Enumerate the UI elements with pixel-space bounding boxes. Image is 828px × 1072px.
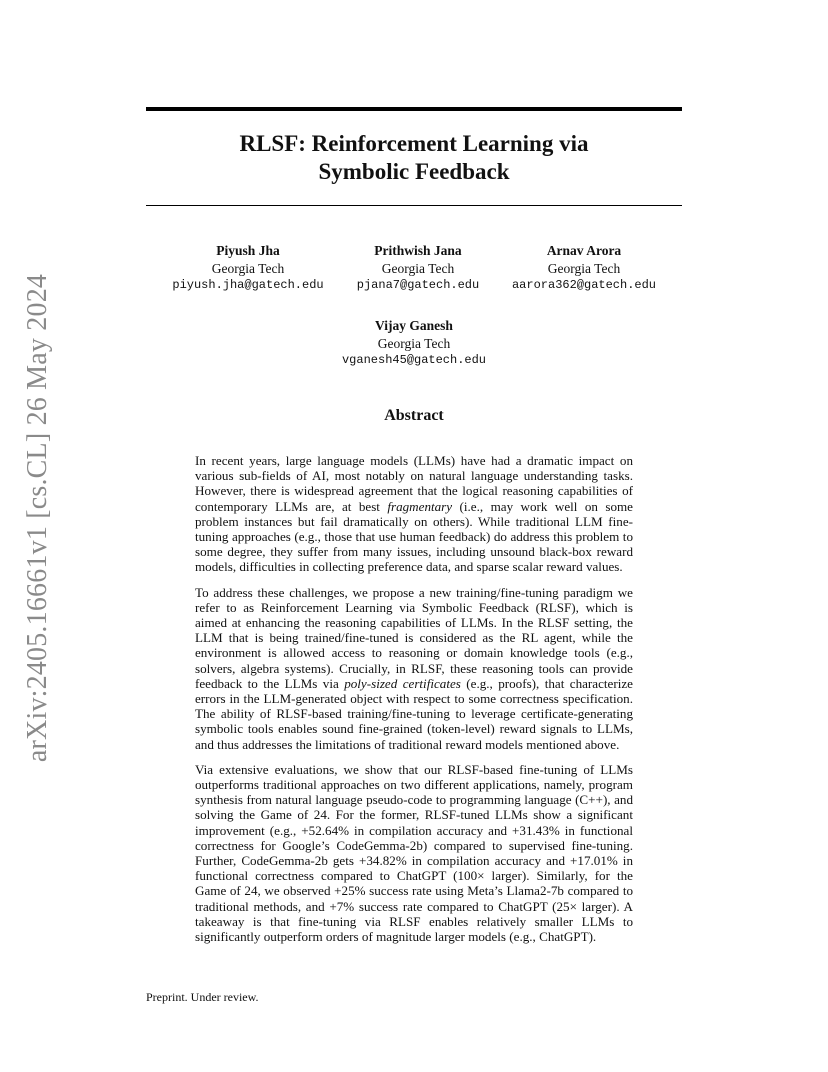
abstract-text: (i.e., may work well on some problem instances but fail dramatically on others). While traditional LLM fine-tuning approaches (e.g., those that use human feedback) do address this problem to some degree, they suffer from many issues, including unsound black-box reward models, difficulties in collecting preference data, and sparse scalar reward values. <box>195 498 633 575</box>
abstract-body <box>195 453 633 954</box>
arxiv-watermark <box>18 273 58 763</box>
arxiv-id: arXiv:2405.16661v1 [cs.CL] 26 May 2024 <box>22 273 53 763</box>
author-name: Prithwish Jana <box>374 243 462 258</box>
emphasis-text: fragmentary <box>387 498 453 514</box>
abstract-heading: Abstract <box>384 407 444 424</box>
title-line-2: Symbolic Feedback <box>318 159 510 184</box>
footer-note: Preprint. Under review. <box>146 990 259 1004</box>
title-line-1: RLSF: Reinforcement Learning via <box>239 131 589 156</box>
author-email[interactable]: pjana7@gatech.edu <box>356 278 480 292</box>
author-block <box>314 317 514 370</box>
author-name: Arnav Arora <box>546 243 622 258</box>
title-bottom-rule <box>146 205 682 206</box>
author-email[interactable]: piyush.jha@gatech.edu <box>172 278 324 292</box>
author-email[interactable]: vganesh45@gatech.edu <box>341 353 487 367</box>
author-affiliation: Georgia Tech <box>547 260 621 276</box>
author-affiliation: Georgia Tech <box>381 260 455 276</box>
author-name: Piyush Jha <box>216 243 280 258</box>
paper-title <box>146 130 682 186</box>
author-email[interactable]: aarora362@gatech.edu <box>511 278 657 292</box>
abstract-text: (e.g., proofs), that characterize errors in the LLM-generated object with respect to some correctness specification. The ability of RLSF-based training/fine-tuning to leverage certificate-generating symbolic tools enables sound fine-grained (token-level) reward signals to LLMs, and thus addresses the limitations of traditional reward models mentioned above. <box>195 675 633 752</box>
author-affiliation: Georgia Tech <box>211 260 285 276</box>
abstract-text: To address these challenges, we propose a new training/fine-tuning paradigm we refer to as Reinforcement Learning via Symbolic Feedback (RLSF), which is aimed at enhancing the reasoning capabilities of LLMs. In the RLSF setting, the LLM that is being trained/fine-tuned is considered as the RL agent, while the environment is allowed access to reasoning or domain knowledge tools (e.g., solvers, algebra systems). Crucially, in RLSF, these reasoning tools can provide feedback to the LLMs via <box>195 584 633 691</box>
abstract-paragraph <box>195 453 633 575</box>
emphasis-text: poly-sized certificates <box>344 675 461 691</box>
author-block <box>484 242 684 295</box>
author-affiliation: Georgia Tech <box>377 335 451 351</box>
author-name: Vijay Ganesh <box>375 318 453 333</box>
abstract-paragraph: Via extensive evaluations, we show that our RLSF-based fine-tuning of LLMs outperforms traditional approaches on two different applications, namely, program synthesis from natural language pseudo-code to programming language (C++), and solving the Game of 24. For the former, RLSF-tuned LLMs show a significant improvement (e.g., +52.64% in compilation accuracy and +31.43% in functional correctness for Google’s CodeGemma-2b) compared to supervised fine-tuning. Further, CodeGemma-2b gets +34.82% in compilation accuracy and +17.01% in functional correctness compared to ChatGPT (100× larger). Similarly, for the Game of 24, we observed +25% success rate using Meta’s Llama2-7b compared to traditional methods, and +7% success rate compared to ChatGPT (25× larger). A takeaway is that fine-tuning via RLSF enables relatively smaller LLMs to significantly outperform orders of magnitude larger models (e.g., ChatGPT). <box>195 761 633 945</box>
title-top-rule <box>146 107 682 111</box>
abstract-text: In recent years, large language models (LLMs) have had a dramatic impact on various sub-fields of AI, most notably on natural language understanding tasks. However, there is widespread agreement that the logical reasoning capabilities of contemporary LLMs are, at best <box>195 453 633 514</box>
abstract-paragraph <box>195 585 633 752</box>
